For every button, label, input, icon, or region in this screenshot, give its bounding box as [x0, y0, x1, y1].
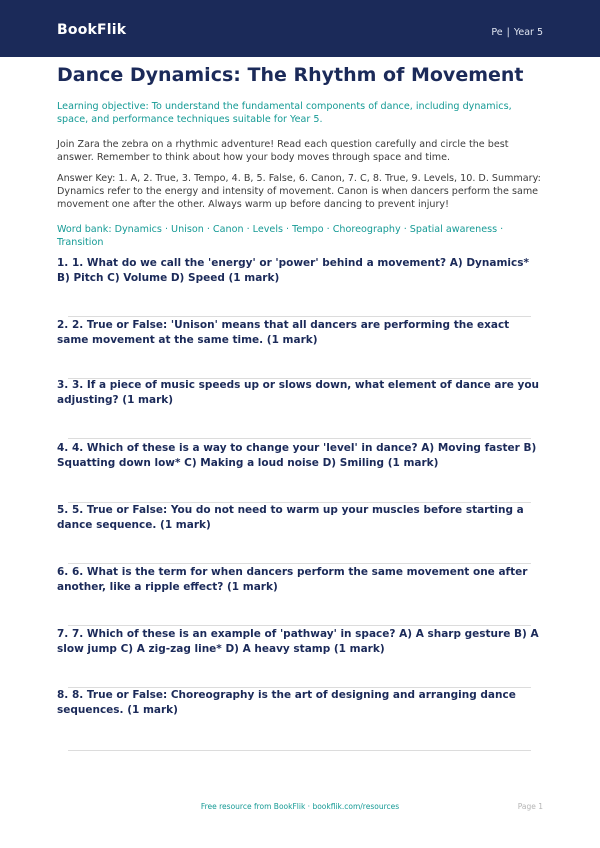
meta-separator: | — [506, 27, 510, 38]
question-5: 5. 5. True or False: You do not need to warm up your muscles before starting a dance sequence. (1 mark) — [57, 504, 524, 531]
question-6: 6. 6. What is the term for when dancers perform the same movement one after another, like a ripple effect? (1 mark) — [57, 566, 528, 593]
page-number: Page 1 — [517, 802, 543, 811]
answer-line — [68, 438, 531, 439]
footer-link-text: Free resource from BookFlik · bookflik.com/resources — [200, 802, 400, 811]
question-1: 1. 1. What do we call the 'energy' or 'power' behind a movement? A) Dynamics* B) Pitch C) Volume D) Speed (1 mark) — [57, 257, 529, 284]
question-3: 3. 3. If a piece of music speeds up or slows down, what element of dance are you adjusting? (1 mark) — [57, 379, 540, 406]
question-8: 8. 8. True or False: Choreography is the art of designing and arranging dance sequences. (1 mark) — [57, 689, 516, 716]
brand-logo-text: BookFlik — [57, 22, 127, 38]
answer-key: Answer Key: 1. A, 2. True, 3. Tempo, 4. B, 5. False, 6. Canon, 7. C, 8. True, 9. Levels, 10. D. Summary: Dynamics refer to the energy and intensity of movement. Canon is when dancers perform the same movement one after the other. Always warm up before dancing to prevent injury! — [57, 173, 541, 210]
answer-line — [68, 563, 531, 564]
question-7: 7. 7. Which of these is an example of 'pathway' in space? A) A sharp gesture B) A slow jump C) A zig-zag line* D) A heavy stamp (1 mark) — [57, 628, 539, 655]
page-header — [0, 0, 600, 57]
page-title: Dance Dynamics: The Rhythm of Movement — [57, 64, 524, 86]
question-4: 4. 4. Which of these is a way to change your 'level' in dance? A) Moving faster B) Squatting down low* C) Making a loud noise D) Smiling (1 mark) — [57, 442, 537, 469]
learning-objective: Learning objective: To understand the fundamental components of dance, including dynamics, space, and performance techniques suitable for Year 5. — [57, 101, 512, 125]
header-meta — [491, 27, 543, 38]
answer-line — [68, 625, 531, 626]
answer-line — [68, 750, 531, 751]
subject-label: Pe — [491, 27, 503, 38]
answer-line — [68, 316, 531, 317]
year-label: Year 5 — [513, 27, 543, 38]
intro-text: Join Zara the zebra on a rhythmic adventure! Read each question carefully and circle the best answer. Remember to think about how your body moves through space and time. — [57, 139, 509, 163]
question-2: 2. 2. True or False: 'Unison' means that all dancers are performing the exact same movement at the same time. (1 mark) — [57, 319, 510, 346]
word-bank: Word bank: Dynamics · Unison · Canon · Levels · Tempo · Choreography · Spatial awareness · Transition — [57, 224, 504, 248]
